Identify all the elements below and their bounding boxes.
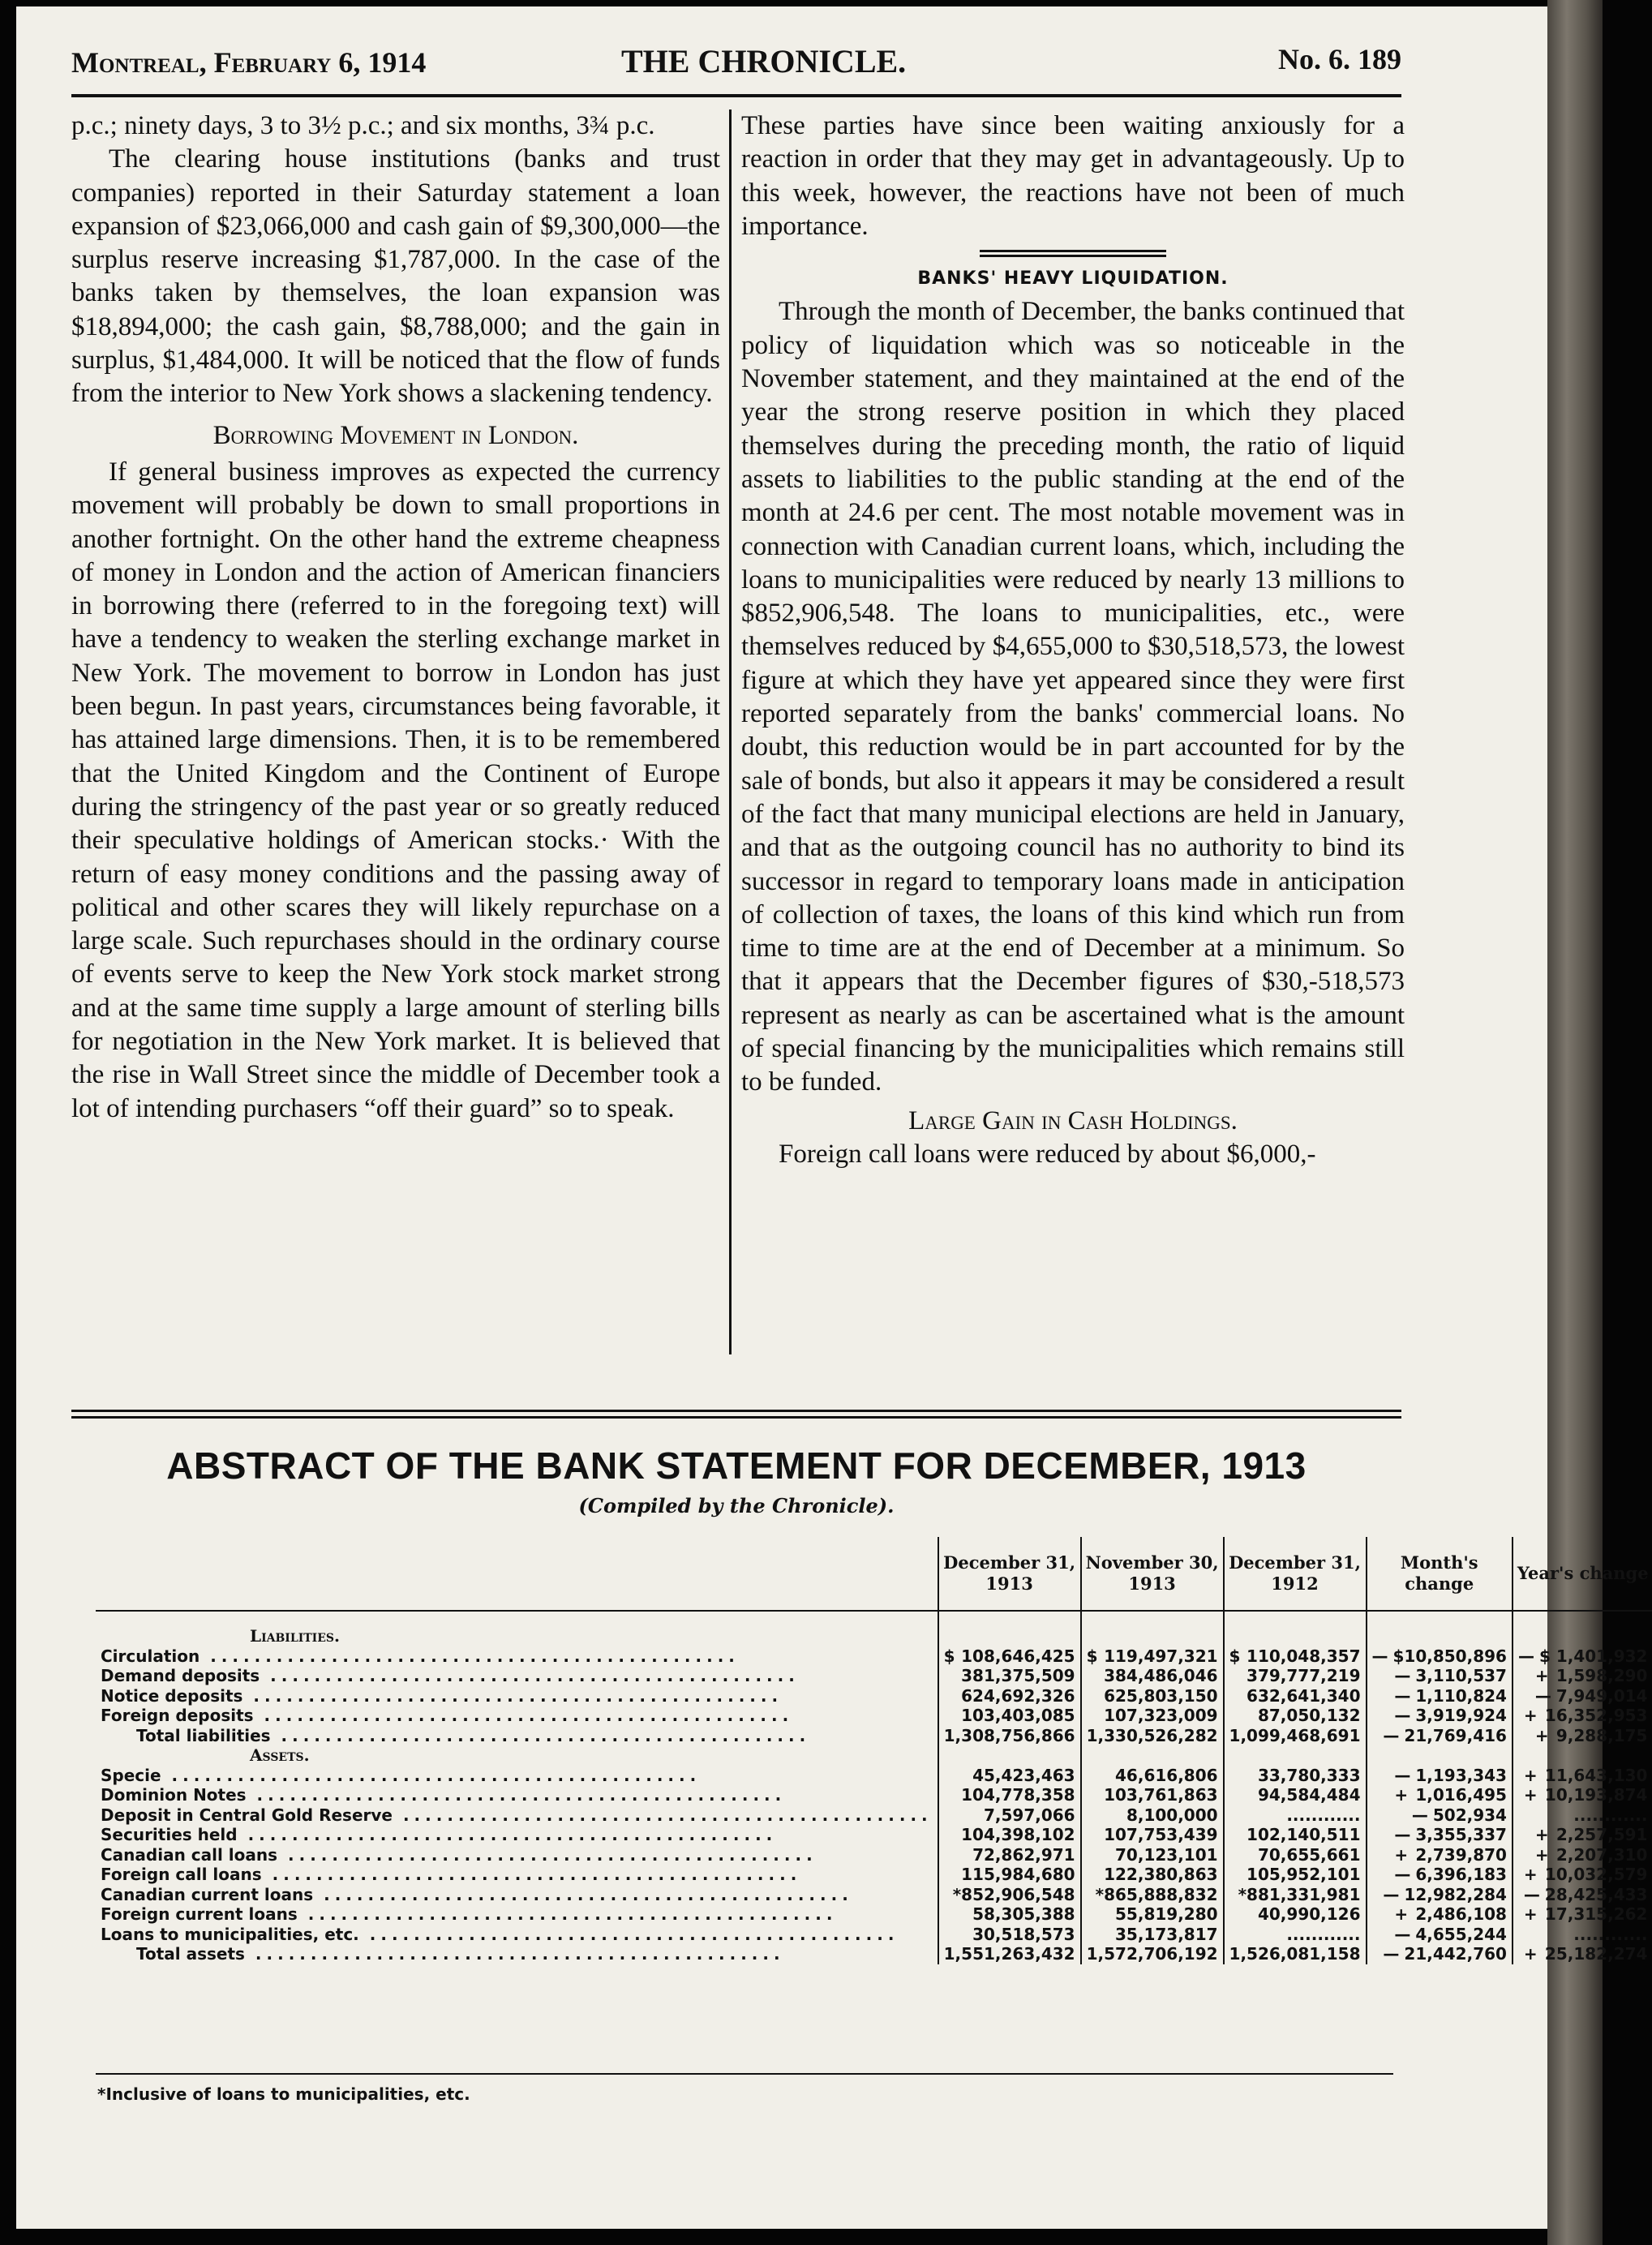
change-cell [1367, 1865, 1513, 1885]
table-row [96, 1825, 1652, 1845]
change-sign: — [1383, 1725, 1400, 1745]
value-text: 110,048,357 [1247, 1646, 1361, 1666]
value-text: 379,777,219 [1247, 1666, 1361, 1685]
row-label [96, 1885, 938, 1905]
change-cell [1513, 1904, 1652, 1925]
section-heading: Large Gain in Cash Holdings. [908, 1105, 1238, 1135]
abstract-subtitle: (Compiled by the Chronicle). [578, 1494, 895, 1517]
row-label-text: Circulation [101, 1646, 200, 1666]
table-spacer-row [96, 1611, 1652, 1626]
change-cell [1513, 1885, 1652, 1905]
change-sign: — [1394, 1666, 1411, 1685]
change-sign: — [1371, 1646, 1388, 1666]
change-sign: — [1394, 1685, 1411, 1706]
change-cell [1367, 1666, 1513, 1686]
change-cell [1513, 1825, 1652, 1845]
change-value: 17,315,262 [1544, 1904, 1648, 1924]
paragraph: These parties have since been waiting anxiously for a reaction in order that they may get in advantageously. Up to this week, however, the reactions have not been of much importance. [741, 111, 1405, 241]
dollar-sign: $ [1086, 1646, 1098, 1666]
row-label [96, 1944, 938, 1964]
change-value: 6,396,183 [1415, 1865, 1507, 1884]
change-value: 2,739,870 [1415, 1844, 1507, 1865]
paragraph: Foreign call loans were reduced by about $6,000,- [779, 1139, 1316, 1169]
leader-dots: ................................................ [261, 1865, 802, 1884]
abstract-title: ABSTRACT OF THE BANK STATEMENT FOR DECEMBER, 1913 [166, 1444, 1307, 1487]
leader-dots: ................................................ [358, 1924, 899, 1944]
row-label [96, 1825, 938, 1845]
row-label [96, 1646, 938, 1667]
change-cell [1513, 1706, 1652, 1726]
empty-cell [1224, 1745, 1367, 1766]
value-text: ............ [1286, 1805, 1361, 1825]
value-text: ............ [1286, 1924, 1361, 1944]
row-label-text: Specie [101, 1765, 161, 1785]
change-sign: + [1534, 1725, 1549, 1745]
paragraph: If general business improves as expected the currency movement will probably be down to small proportions in another fortnight. On the other hand the extreme cheapness of money in London and the action of American financiers in borrowing there (referred to in the foregoing text) will have a tendency to weaken the sterling exchange market in New York. The movement to borrow in London has just been begun. In past years, circumstances being favorable, it has attained large dimensions. Then, it is to be remembered that the United Kingdom and the Continent of Europe during the stringency of the past year or so greatly reduced their speculative holdings of American stocks.· With the return of easy money conditions and the passing away of political and other scares they will likely repurchase on a large scale. Such repurchases should in the ordinary course of events serve to keep the New York stock market strong and at the same time supply a large amount of sterling bills for negotiation in the New York market. It is believed that the rise in Wall Street since the middle of December took a lot of intending purchasers “off their guard” so to speak. [71, 457, 720, 1123]
section-label: Liabilities. [250, 1626, 340, 1646]
change-cell [1367, 1785, 1513, 1805]
value-cell [1224, 1666, 1367, 1686]
value-text: 384,486,046 [1104, 1666, 1218, 1685]
leader-dots: ................................................ [242, 1685, 783, 1706]
value-cell [1224, 1706, 1367, 1726]
value-cell [938, 1944, 1081, 1964]
change-value: 2,257,591 [1555, 1825, 1648, 1844]
change-value: 3,110,537 [1415, 1666, 1507, 1685]
paragraph: The clearing house institutions (banks and trust companies) reported in their Saturday statement a loan expansion of $23,066,000 and cash gain of $9,300,000—the surplus reserve increasing $1,787,000. In the case of the banks taken by themselves, the loan expansion was $18,894,000; the cash gain, $8,788,000; and the gain in surplus, $1,484,000. It will be noticed that the flow of funds from the interior to New York shows a slackening tendency. [71, 144, 720, 409]
change-value: 10,032,579 [1544, 1865, 1648, 1884]
value-cell [1224, 1925, 1367, 1945]
value-cell [938, 1885, 1081, 1905]
table-row [96, 1904, 1652, 1925]
value-cell [1081, 1726, 1224, 1746]
section-rule-bottom [71, 1416, 1401, 1419]
value-cell [1224, 1885, 1367, 1905]
row-label-text: Securities held [101, 1825, 238, 1844]
row-label-text: Dominion Notes [101, 1785, 247, 1805]
header-rule [71, 94, 1401, 97]
value-text: 624,692,326 [961, 1685, 1075, 1706]
change-value: 1,110,824 [1415, 1685, 1507, 1706]
row-label [96, 1925, 938, 1945]
empty-cell [96, 1611, 938, 1626]
value-cell [1224, 1944, 1367, 1964]
change-value: 2,207,310 [1555, 1844, 1648, 1865]
table-row [96, 1666, 1652, 1686]
leader-dots: ................................................ [253, 1706, 794, 1725]
double-rule [980, 250, 1166, 257]
value-cell [1081, 1805, 1224, 1826]
leader-dots: ................................................ [297, 1904, 838, 1924]
column-header: Month's change [1367, 1537, 1513, 1611]
page-header [71, 34, 1401, 91]
row-label-text: Total assets [136, 1944, 245, 1964]
column-header: Year's change [1513, 1537, 1652, 1611]
change-sign: — [1394, 1865, 1411, 1884]
change-value: ............ [1573, 1805, 1648, 1825]
value-text: 55,819,280 [1115, 1904, 1218, 1924]
table-footnote: *Inclusive of loans to municipalities, etc. [97, 2084, 470, 2104]
change-sign: — [1383, 1884, 1400, 1904]
change-value: 1,016,495 [1415, 1785, 1507, 1805]
value-text: 70,655,661 [1257, 1844, 1361, 1865]
column-header-blank [96, 1537, 938, 1611]
table-row [96, 1686, 1652, 1706]
table-total-row [96, 1944, 1652, 1964]
section-heading: Borrowing Movement in London. [212, 420, 579, 450]
value-text: 115,984,680 [961, 1865, 1075, 1884]
change-cell [1367, 1805, 1513, 1826]
row-label [96, 1904, 938, 1925]
change-sign: — [1534, 1685, 1551, 1706]
table-row [96, 1885, 1652, 1905]
value-cell [1081, 1885, 1224, 1905]
value-cell [938, 1766, 1081, 1786]
value-text: 104,778,358 [961, 1785, 1075, 1805]
change-cell [1513, 1666, 1652, 1686]
change-sign: + [1523, 1904, 1538, 1924]
dollar-sign: $ [943, 1646, 955, 1666]
change-value: 16,352,953 [1544, 1706, 1648, 1725]
change-sign: — [1394, 1825, 1411, 1844]
value-cell [1081, 1686, 1224, 1706]
value-cell [1081, 1825, 1224, 1845]
value-cell [1224, 1825, 1367, 1845]
change-value: 2,486,108 [1415, 1904, 1507, 1924]
change-cell [1513, 1944, 1652, 1964]
value-cell [1081, 1666, 1224, 1686]
change-sign: — [1394, 1924, 1411, 1944]
value-cell [1224, 1766, 1367, 1786]
change-sign: + [1394, 1844, 1409, 1865]
empty-cell [1224, 1611, 1367, 1626]
value-cell [938, 1845, 1081, 1865]
value-cell [1224, 1805, 1367, 1826]
row-label-text: Notice deposits [101, 1685, 243, 1706]
row-label [96, 1666, 938, 1686]
change-value: ............ [1573, 1924, 1648, 1944]
change-value: 1,193,343 [1415, 1765, 1507, 1785]
change-value: $ 1,401,932 [1538, 1646, 1648, 1666]
change-value: 3,355,337 [1415, 1825, 1507, 1844]
value-text: 625,803,150 [1104, 1685, 1218, 1706]
change-cell [1367, 1766, 1513, 1786]
table-row [96, 1646, 1652, 1667]
value-text: 45,423,463 [972, 1765, 1075, 1785]
change-value: 11,643,130 [1544, 1765, 1648, 1785]
value-cell [938, 1706, 1081, 1726]
value-text: 119,497,321 [1104, 1646, 1218, 1666]
empty-cell [1224, 1626, 1367, 1646]
row-label [96, 1805, 938, 1826]
leader-dots: ................................................ [237, 1825, 778, 1844]
empty-cell [1513, 1745, 1652, 1766]
change-value: $10,850,896 [1392, 1646, 1507, 1666]
empty-cell [1513, 1611, 1652, 1626]
leader-dots: ................................................ [270, 1725, 811, 1745]
change-value: 21,442,760 [1404, 1944, 1507, 1964]
change-cell [1513, 1766, 1652, 1786]
change-sign: + [1523, 1765, 1538, 1785]
leader-dots: ................................................ [161, 1765, 702, 1785]
leader-dots: ................................................ [244, 1944, 785, 1964]
row-label-text: Foreign deposits [101, 1706, 254, 1725]
row-label-text: Demand deposits [101, 1666, 260, 1685]
change-cell [1367, 1885, 1513, 1905]
bank-statement-table [96, 1537, 1652, 1964]
leader-dots: ................................................ [200, 1646, 740, 1666]
row-label-text: Foreign call loans [101, 1865, 262, 1884]
row-label-text: Loans to municipalities, etc. [101, 1924, 359, 1944]
column-header: December 31, 1913 [938, 1537, 1081, 1611]
value-cell [1224, 1646, 1367, 1667]
change-cell [1513, 1785, 1652, 1805]
value-text: 30,518,573 [972, 1924, 1075, 1944]
value-text: 40,990,126 [1257, 1904, 1361, 1924]
value-cell [1224, 1686, 1367, 1706]
value-text: 632,641,340 [1247, 1685, 1361, 1706]
change-sign: + [1523, 1865, 1538, 1884]
row-label [96, 1785, 938, 1805]
value-text: 1,330,526,282 [1086, 1725, 1218, 1745]
value-cell [1081, 1785, 1224, 1805]
value-cell [938, 1904, 1081, 1925]
change-value: 10,193,874 [1544, 1785, 1648, 1805]
value-cell [1224, 1865, 1367, 1885]
change-cell [1367, 1845, 1513, 1865]
value-text: 122,380,863 [1104, 1865, 1218, 1884]
value-text: 46,616,806 [1115, 1765, 1218, 1785]
change-cell [1513, 1805, 1652, 1826]
empty-cell [1367, 1611, 1513, 1626]
right-column [741, 109, 1405, 1171]
value-cell [1081, 1845, 1224, 1865]
paragraph: p.c.; ninety days, 3 to 3½ p.c.; and six months, 3¾ p.c. [71, 111, 655, 140]
value-text: *865,888,832 [1095, 1884, 1218, 1904]
leader-dots: ................................................ [246, 1785, 787, 1805]
column-header: November 30, 1913 [1081, 1537, 1224, 1611]
value-text: 103,761,863 [1104, 1785, 1218, 1805]
value-text: 94,584,484 [1257, 1785, 1361, 1805]
section-rule-top [71, 1410, 1401, 1412]
row-label [96, 1726, 938, 1746]
leader-dots: ................................................ [260, 1666, 800, 1685]
column-header: December 31, 1912 [1224, 1537, 1367, 1611]
value-cell [938, 1925, 1081, 1945]
leader-dots: ................................................ [392, 1805, 933, 1825]
change-value: 1,598,290 [1555, 1666, 1648, 1685]
value-text: 108,646,425 [961, 1646, 1075, 1666]
value-cell [938, 1805, 1081, 1826]
change-cell [1367, 1904, 1513, 1925]
table-row [96, 1785, 1652, 1805]
change-cell [1367, 1944, 1513, 1964]
section-heading: BANKS' HEAVY LIQUIDATION. [917, 268, 1229, 290]
row-label [96, 1865, 938, 1885]
value-text: 1,099,468,691 [1229, 1725, 1361, 1745]
change-value: 9,288,175 [1555, 1725, 1648, 1745]
value-text: 107,753,439 [1104, 1825, 1218, 1844]
value-cell [1224, 1726, 1367, 1746]
change-cell [1513, 1686, 1652, 1706]
table-row [96, 1766, 1652, 1786]
value-text: 70,123,101 [1115, 1844, 1218, 1865]
value-cell [938, 1865, 1081, 1885]
column-divider [729, 109, 732, 1354]
change-cell [1367, 1925, 1513, 1945]
change-value: 4,655,244 [1415, 1924, 1507, 1944]
value-text: 72,862,971 [972, 1844, 1075, 1865]
section-label: Assets. [250, 1745, 310, 1765]
value-cell [1081, 1766, 1224, 1786]
change-sign: — [1394, 1706, 1411, 1725]
empty-cell [938, 1626, 1081, 1646]
value-cell [1081, 1646, 1224, 1667]
change-cell [1367, 1726, 1513, 1746]
value-cell [1081, 1904, 1224, 1925]
change-value: 3,919,924 [1415, 1706, 1507, 1725]
row-label-text: Canadian call loans [101, 1844, 278, 1865]
value-cell [938, 1825, 1081, 1845]
value-text: 103,403,085 [961, 1706, 1075, 1725]
change-sign: + [1394, 1785, 1409, 1805]
empty-cell [1367, 1626, 1513, 1646]
row-label-text: Total liabilities [136, 1725, 271, 1745]
empty-cell [1081, 1745, 1224, 1766]
value-cell [1081, 1706, 1224, 1726]
row-label [96, 1766, 938, 1786]
leader-dots: ................................................ [313, 1884, 853, 1904]
change-cell [1513, 1726, 1652, 1746]
value-text: 102,140,511 [1247, 1825, 1361, 1844]
left-column [71, 109, 720, 1126]
empty-cell [1081, 1626, 1224, 1646]
table-header-row [96, 1537, 1652, 1611]
value-cell [938, 1686, 1081, 1706]
table-total-row [96, 1726, 1652, 1746]
change-cell [1367, 1825, 1513, 1845]
change-cell [1367, 1686, 1513, 1706]
table-row [96, 1706, 1652, 1726]
value-cell [1224, 1904, 1367, 1925]
change-sign: + [1534, 1844, 1549, 1865]
value-text: 33,780,333 [1257, 1765, 1361, 1785]
value-text: 1,572,706,192 [1086, 1944, 1218, 1964]
value-text: 1,551,263,432 [943, 1944, 1075, 1964]
row-label-text: Canadian current loans [101, 1884, 314, 1904]
value-text: 35,173,817 [1115, 1924, 1218, 1944]
change-value: 25,182,274 [1544, 1944, 1648, 1964]
value-text: 8,100,000 [1126, 1805, 1218, 1825]
value-text: 107,323,009 [1104, 1706, 1218, 1725]
empty-cell [1081, 1611, 1224, 1626]
table-section-row [96, 1626, 1652, 1646]
change-cell [1513, 1865, 1652, 1885]
row-label-text: Foreign current loans [101, 1904, 298, 1924]
value-text: 1,308,756,866 [943, 1725, 1075, 1745]
change-sign: + [1523, 1785, 1538, 1805]
table-bottom-rule [96, 2073, 1393, 2075]
table-section-row [96, 1745, 1652, 1766]
change-sign: — [1394, 1765, 1411, 1785]
table-row [96, 1845, 1652, 1865]
header-publication-title: THE CHRONICLE. [621, 43, 907, 79]
empty-cell [1367, 1745, 1513, 1766]
change-sign: — [1517, 1646, 1534, 1666]
change-sign: + [1523, 1706, 1538, 1725]
row-label-text: Deposit in Central Gold Reserve [101, 1805, 393, 1825]
empty-cell [1513, 1626, 1652, 1646]
paragraph: Through the month of December, the banks continued that policy of liquidation which was so noticeable in the November statement, and they maintained at the end of the year the strong reserve position in which they placed themselves during the preceding month, the ratio of liquid assets to liabilities to the public standing at the end of the month at 24.6 per cent. The most notable movement was in connection with Canadian current loans, which, including the loans to municipalities were reduced by nearly 13 millions to $852,906,548. The loans to municipalities, etc., were themselves reduced by $4,655,000 to $30,518,573, the lowest figure at which they have yet appeared since they were first reported separately from the banks' commercial loans. No doubt, this reduction would be in part accounted for by the sale of bonds, but also it appears it may be considered a result of the fact that many municipal elections are held in January, and that as the outgoing council has no authority to bind its successor in regard to temporary loans made in anticipation of collection of taxes, the loans of this kind which run from time to time are at the end of December at a minimum. So that it appears that the December figures of $30,-518,573 represent as nearly as can be ascertained what is the amount of special financing by the municipalities which remains still to be funded. [741, 297, 1405, 1097]
value-text: 1,526,081,158 [1229, 1944, 1361, 1964]
change-sign: — [1383, 1944, 1400, 1964]
value-text: 58,305,388 [972, 1904, 1075, 1924]
change-value: 12,982,284 [1404, 1884, 1507, 1904]
value-text: 105,952,101 [1247, 1865, 1361, 1884]
row-label [96, 1845, 938, 1865]
value-cell [1081, 1925, 1224, 1945]
header-issue-page: No. 6. 189 [1278, 43, 1401, 75]
value-cell [1081, 1865, 1224, 1885]
change-value: 502,934 [1432, 1805, 1507, 1825]
value-text: *881,331,981 [1238, 1884, 1361, 1904]
change-sign: — [1411, 1805, 1428, 1825]
value-text: 381,375,509 [961, 1666, 1075, 1685]
value-text: 7,597,066 [983, 1805, 1075, 1825]
value-cell [1224, 1845, 1367, 1865]
header-dateline: Montreal, February 6, 1914 [71, 46, 427, 79]
empty-cell [938, 1745, 1081, 1766]
change-value: 7,949,014 [1555, 1685, 1648, 1706]
change-cell [1367, 1646, 1513, 1667]
value-cell [938, 1666, 1081, 1686]
value-text: 87,050,132 [1257, 1706, 1361, 1725]
change-cell [1513, 1646, 1652, 1667]
value-cell [938, 1646, 1081, 1667]
change-cell [1513, 1845, 1652, 1865]
value-cell [1081, 1944, 1224, 1964]
value-cell [938, 1785, 1081, 1805]
dollar-sign: $ [1229, 1646, 1241, 1666]
change-sign: — [1523, 1884, 1540, 1904]
change-sign: + [1534, 1666, 1549, 1685]
change-sign: + [1534, 1825, 1549, 1844]
change-cell [1367, 1706, 1513, 1726]
change-sign: + [1523, 1944, 1538, 1964]
change-value: 21,769,416 [1404, 1725, 1507, 1745]
change-cell [1513, 1925, 1652, 1945]
table-row [96, 1805, 1652, 1826]
value-cell [1224, 1785, 1367, 1805]
empty-cell [938, 1611, 1081, 1626]
value-cell [938, 1726, 1081, 1746]
change-value: 28,425,433 [1544, 1884, 1648, 1904]
table-row [96, 1865, 1652, 1885]
change-sign: + [1394, 1904, 1409, 1924]
leader-dots: ................................................ [277, 1844, 817, 1865]
value-text: 104,398,102 [961, 1825, 1075, 1844]
row-label [96, 1686, 938, 1706]
table-row [96, 1925, 1652, 1945]
row-label [96, 1706, 938, 1726]
value-text: *852,906,548 [952, 1884, 1075, 1904]
